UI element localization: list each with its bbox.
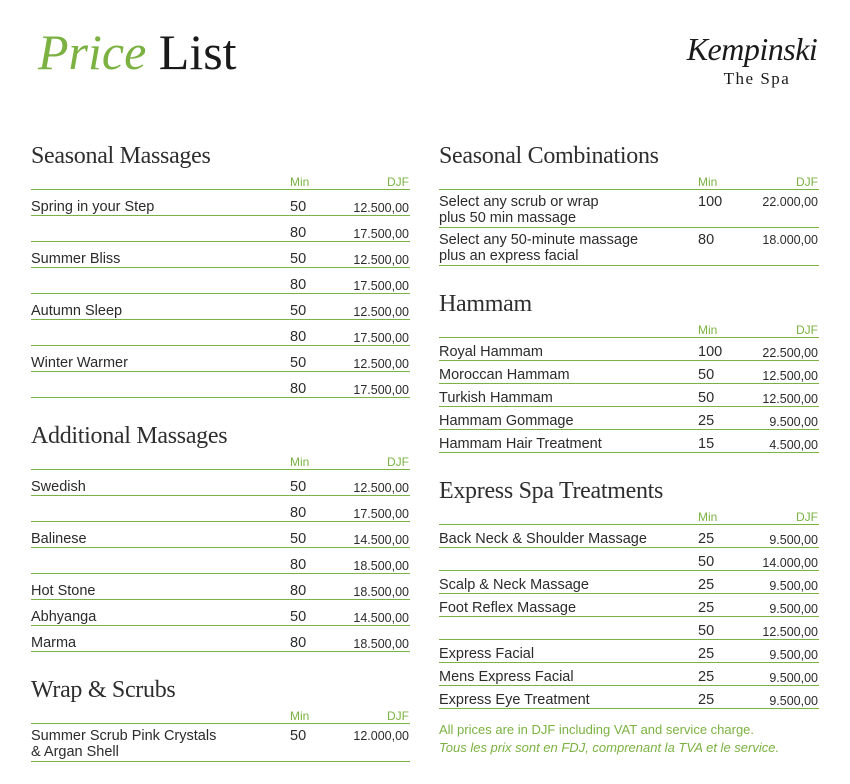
duration: 80 [290, 329, 307, 345]
price: 12.000,00 [353, 729, 409, 743]
section-wrap-scrubs [31, 674, 410, 762]
section-hammam [439, 288, 819, 453]
price-item [31, 190, 410, 242]
price: 18.000,00 [762, 233, 818, 247]
duration: 25 [698, 413, 715, 429]
duration: 50 [698, 367, 715, 383]
price-column-label: DJF [796, 323, 818, 337]
treatment-name: Abhyanga [31, 609, 97, 625]
price-column-label: DJF [387, 175, 409, 189]
price: 9.500,00 [769, 579, 818, 593]
duration: 25 [698, 692, 715, 708]
price-item [31, 470, 410, 522]
price-item [439, 338, 819, 361]
price-item [31, 522, 410, 574]
section-title: Seasonal Combinations [439, 143, 659, 169]
treatment-name: Foot Reflex Massage [439, 600, 577, 616]
footnote-english: All prices are in DJF including VAT and service charge. [439, 722, 755, 737]
treatment-name: Express Eye Treatment [439, 692, 590, 708]
price: 14.500,00 [353, 533, 409, 547]
price-item [439, 525, 819, 571]
title-plain-word: List [158, 24, 237, 80]
duration: 50 [290, 728, 307, 744]
price-column-label: DJF [796, 510, 818, 524]
footnote-french: Tous les prix sont en FDJ, comprenant la TVA et le service. [439, 740, 780, 755]
min-column-label: Min [698, 323, 718, 337]
section-title: Additional Massages [31, 423, 228, 449]
treatment-name: Autumn Sleep [31, 303, 123, 319]
min-column-label: Min [290, 175, 310, 189]
price-item [439, 361, 819, 384]
treatment-name: Spring in your Step [31, 199, 155, 215]
price: 9.500,00 [769, 648, 818, 662]
duration: 80 [290, 557, 307, 573]
treatment-name: Winter Warmer [31, 355, 128, 371]
min-column-label: Min [290, 709, 310, 723]
section-additional-massages [31, 420, 410, 652]
duration: 50 [290, 199, 307, 215]
price: 12.500,00 [353, 201, 409, 215]
duration: 80 [698, 232, 715, 248]
treatment-name: Hot Stone [31, 583, 96, 599]
price: 12.500,00 [353, 253, 409, 267]
treatment-name: Mens Express Facial [439, 669, 574, 685]
price: 9.500,00 [769, 533, 818, 547]
treatment-name: Moroccan Hammam [439, 367, 570, 383]
duration: 80 [290, 635, 307, 651]
section-express-spa [439, 475, 819, 757]
treatment-name: Swedish [31, 479, 86, 495]
price: 17.500,00 [353, 507, 409, 521]
duration: 25 [698, 646, 715, 662]
price: 12.500,00 [353, 481, 409, 495]
price-item [31, 294, 410, 346]
price-item [439, 663, 819, 686]
duration: 25 [698, 577, 715, 593]
duration: 25 [698, 531, 715, 547]
duration: 25 [698, 669, 715, 685]
price: 17.500,00 [353, 383, 409, 397]
price-item [31, 600, 410, 626]
price-item [439, 190, 819, 228]
treatment-name: Turkish Hammam [439, 390, 553, 406]
duration: 15 [698, 436, 715, 452]
duration: 50 [290, 531, 307, 547]
section-title: Hammam [439, 291, 532, 317]
treatment-name: Summer Bliss [31, 251, 121, 267]
duration: 50 [698, 554, 715, 570]
section-title: Express Spa Treatments [439, 478, 664, 504]
treatment-name: Marma [31, 635, 77, 651]
price-item [31, 574, 410, 600]
price: 14.000,00 [762, 556, 818, 570]
price-item [31, 346, 410, 398]
duration: 50 [698, 623, 715, 639]
price: 22.000,00 [762, 195, 818, 209]
section-title: Seasonal Massages [31, 143, 211, 169]
duration: 25 [698, 600, 715, 616]
column-header [31, 172, 410, 190]
price: 18.500,00 [353, 585, 409, 599]
treatment-name: Express Facial [439, 646, 535, 662]
duration: 80 [290, 505, 307, 521]
min-column-label: Min [698, 175, 718, 189]
price-item [439, 228, 819, 266]
duration: 50 [290, 303, 307, 319]
duration: 50 [290, 479, 307, 495]
column-header [439, 507, 819, 525]
section-seasonal-combinations [439, 140, 819, 266]
brand-subtitle: The Spa [723, 69, 791, 88]
price-column-label: DJF [387, 709, 409, 723]
treatment-name: Summer Scrub Pink Crystals & Argan Shell [31, 728, 217, 760]
duration: 50 [698, 390, 715, 406]
price-item [439, 384, 819, 407]
column-header [439, 172, 819, 190]
brand-name: Kempinski [686, 31, 818, 67]
duration: 80 [290, 277, 307, 293]
price: 12.500,00 [762, 625, 818, 639]
title-script-word: Price [38, 24, 147, 80]
treatment-name: Select any 50-minute massage plus an express facial [439, 232, 639, 264]
price: 9.500,00 [769, 671, 818, 685]
price: 12.500,00 [762, 369, 818, 383]
price-footnote [439, 721, 819, 757]
price: 9.500,00 [769, 415, 818, 429]
min-column-label: Min [698, 510, 718, 524]
treatment-name: Royal Hammam [439, 344, 543, 360]
price: 17.500,00 [353, 279, 409, 293]
duration: 50 [290, 355, 307, 371]
column-header [31, 706, 410, 724]
price-item [439, 594, 819, 640]
min-column-label: Min [290, 455, 310, 469]
price: 4.500,00 [769, 438, 818, 452]
price-item [439, 640, 819, 663]
price: 12.500,00 [762, 392, 818, 406]
price: 12.500,00 [353, 357, 409, 371]
price-item [31, 626, 410, 652]
right-column [439, 140, 819, 779]
brand-logo [682, 28, 822, 88]
price-item [31, 242, 410, 294]
treatment-name: Hammam Gommage [439, 413, 574, 429]
duration: 80 [290, 583, 307, 599]
price: 18.500,00 [353, 559, 409, 573]
price-item [439, 571, 819, 594]
duration: 100 [698, 344, 723, 360]
price: 9.500,00 [769, 602, 818, 616]
price-item [439, 686, 819, 709]
price: 12.500,00 [353, 305, 409, 319]
section-title: Wrap & Scrubs [31, 677, 176, 703]
price: 22.500,00 [762, 346, 818, 360]
duration: 100 [698, 194, 723, 210]
section-seasonal-massages [31, 140, 410, 398]
column-header [439, 320, 819, 338]
price-column-label: DJF [796, 175, 818, 189]
treatment-name: Balinese [31, 531, 87, 547]
left-column [31, 140, 410, 784]
duration: 80 [290, 381, 307, 397]
price: 18.500,00 [353, 637, 409, 651]
price: 14.500,00 [353, 611, 409, 625]
column-header [31, 452, 410, 470]
treatment-name: Back Neck & Shoulder Massage [439, 531, 647, 547]
price-item [439, 407, 819, 430]
price-item [439, 430, 819, 453]
treatment-name: Hammam Hair Treatment [439, 436, 602, 452]
page-title [38, 22, 237, 82]
duration: 50 [290, 251, 307, 267]
treatment-name: Scalp & Neck Massage [439, 577, 589, 593]
price: 9.500,00 [769, 694, 818, 708]
price: 17.500,00 [353, 331, 409, 345]
duration: 80 [290, 225, 307, 241]
price: 17.500,00 [353, 227, 409, 241]
treatment-name: Select any scrub or wrap plus 50 min massage [439, 194, 599, 226]
price-column-label: DJF [387, 455, 409, 469]
price-item [31, 724, 410, 762]
duration: 50 [290, 609, 307, 625]
